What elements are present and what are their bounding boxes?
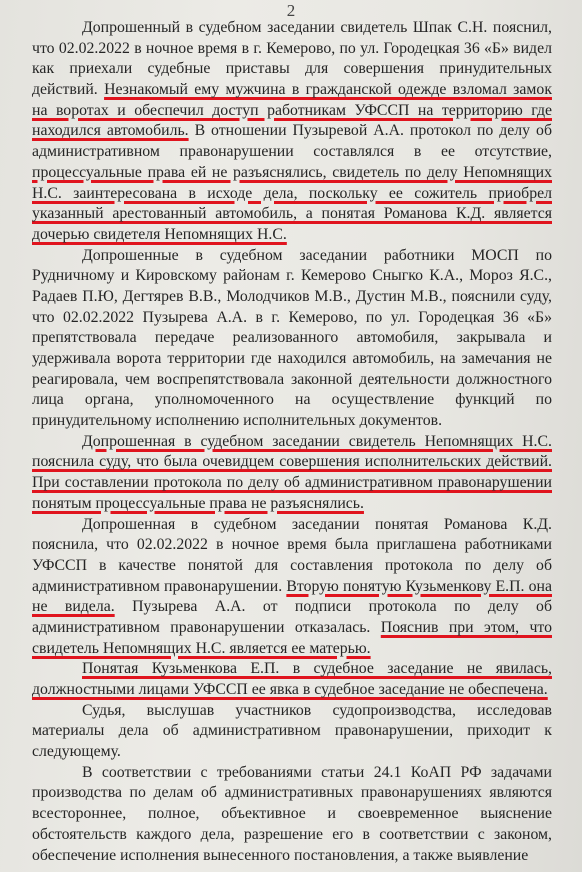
document-body (32, 18, 552, 866)
underlined-passage: Понятая Кузьменкова Е.П. в судебное заседание не явилась, должностными лицами УФССП ее явка в судебное заседание не обеспечена. (32, 660, 552, 698)
text-passage: Пузырева А.А. от подписи протокола по делу об административном правонарушении отказалась. (32, 598, 552, 636)
paragraph (32, 432, 552, 515)
text-passage: Допрошенная в судебном заседании понятая Романова К.Д. пояснила, что 02.02.2022 в ночное время была приглашена работниками УФССП в качестве понятой для составления протокола по делу об административном правонарушении. (32, 515, 552, 595)
text-passage: В отношении Пузыревой А.А. протокол по делу об административном правонарушении составлялся в ее отсутствие, (32, 122, 552, 161)
text-passage: Допрошенный в судебном заседании свидетель Шпак С.Н. пояснил, что 02.02.2022 в ночное время в г. Кемерово, по ул. Городецкая 36 «Б» видел как приехали судебные приставы для совершения принудительных действий. (32, 19, 552, 99)
paragraph (32, 701, 552, 763)
paragraph (32, 763, 552, 866)
page-number: 2 (286, 1, 296, 20)
paragraph (32, 18, 552, 246)
underlined-passage: Незнакомый ему мужчина в гражданской одежде взломал замок на воротах и обеспечил доступ работникам УФССП на территорию где находился автомобиль. (32, 81, 552, 140)
underlined-passage: Вторую понятую Кузьменкову Е.П. она не видела. (32, 577, 552, 616)
underlined-passage: Допрошенная в судебном заседании свидетель Непомнящих Н.С. пояснила суду, что была очевидцем совершения исполнительских действий. При составлении протокола по делу об административном правонарушении понятым процессуальные права не разъяснялись. (32, 432, 552, 512)
paragraph (32, 515, 552, 660)
underlined-passage: процессуальные права ей не разъяснялись, свидетель по делу Непомнящих Н.С. заинтересована в исходе дела, поскольку ее сожитель приобрел указанный арестованный автомобиль, а понятая Романова К.Д. является дочерью свидетеля Непомнящих Н.С. (32, 163, 552, 243)
paragraph (32, 659, 552, 700)
paragraph (32, 246, 552, 432)
text-passage: Судья, выслушав участников судопроизводства, исследовав материалы дела об административном правонарушении, приходит к следующему. (32, 701, 552, 761)
text-passage: Допрошенные в судебном заседании работники МОСП по Рудничному и Кировскому районам г. Кемерово Сныгко К.А., Мороз Я.С., Радаев П.Ю, Дегтярев В.В., Молодчиков М.В., Дустин М.В., пояснили суду, что 02.02.2022 Пузырева А.А. в г. Кемерово, по ул. Городецкая 36 «Б» препятствовала передаче реализованного автомобиля, закрывала и удерживала ворота территории где находился автомобиль, на замечания не реагировала, чем воспрепятствовала законной деятельности должностного лица органа, уполномоченного на осуществление функций по принудительному исполнению исполнительных документов. (32, 246, 552, 430)
underlined-passage: Пояснив при этом, что свидетель Непомнящих Н.С. является ее матерью. (32, 618, 552, 657)
text-passage: В соответствии с требованиями статьи 24.1 КоАП РФ задачами производства по делам об административных правонарушениях являются всестороннее, полное, объективное и своевременное выяснение обстоятельств каждого дела, разрешение его в соответствии с законом, обеспечение исполнения вынесенного постановления, а также выявление (32, 763, 552, 864)
